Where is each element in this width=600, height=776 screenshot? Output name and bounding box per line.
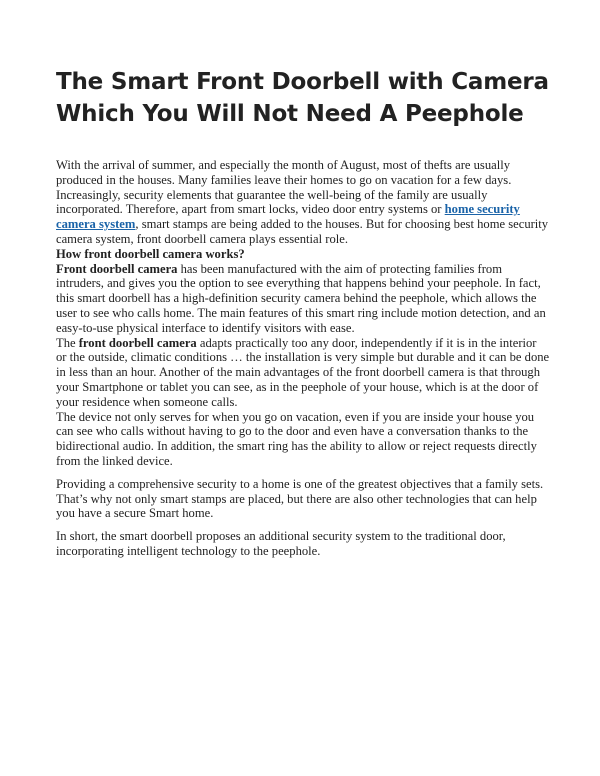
document-page (56, 66, 550, 559)
security-paragraph: Providing a comprehensive security to a home is one of the greatest objectives that a family sets. That’s why not only smart stamps are placed, but there are also other technologies that can help you have a secure Smart home. (56, 476, 544, 521)
p3-lead: The (56, 335, 79, 350)
article-body (56, 158, 550, 559)
home-security-camera-system-link[interactable]: home security camera system (56, 202, 520, 232)
intro-text-end: , smart stamps are being added to the houses. But for choosing best home security camera system, front doorbell camera plays essential role. (56, 217, 549, 246)
intro-text-start: With the arrival of summer, and especially the month of August, most of thefts are usually produced in the houses. Many families leave their homes to go on vacation for a few days. Increasingly, security elements that guarantee the well-being of the family are usually incorporated. Therefore, apart from smart locks, video door entry systems or (56, 158, 512, 217)
p3-text: adapts practically too any door, independently if it is in the interior or the outside, climatic conditions … the installation is very simple but durable and it can be done in less than an hour. Another of the main advantages of the front doorbell camera is that through your Smartphone or tablet you can see, as in the peephole of your house, which is at the door of your residence when someone calls. (56, 335, 550, 409)
conclusion-paragraph: In short, the smart doorbell proposes an additional security system to the traditional door, incorporating intelligent technology to the peephole. (56, 529, 506, 558)
p2-text: has been manufactured with the aim of protecting families from intruders, and gives you the option to see everything that happens behind your peephole. In fact, this smart doorbell has a high-definition security camera behind the peephole, which allows the user to see who calls home. The main features of this smart ring include motion detection, and an easy-to-use physical interface to identify visitors with ease. (56, 261, 546, 335)
p3-bold-term: front doorbell camera (78, 335, 197, 350)
article-title: The Smart Front Doorbell with Camera Which You Will Not Need A Peephole (56, 69, 549, 127)
how-it-works-paragraph (56, 262, 550, 336)
section-subheading (56, 247, 550, 262)
intro-paragraph (56, 158, 550, 247)
p2-bold-term: Front doorbell camera (56, 261, 178, 276)
device-paragraph: The device not only serves for when you go on vacation, even if you are inside your house you can see who calls without having to go to the door and even have a conversation thanks to the bidirectional audio. In addition, the smart ring has the ability to allow or reject requests directly from the linked device. (56, 409, 537, 468)
installation-paragraph (56, 336, 550, 410)
subheading-text: How front doorbell camera works? (56, 246, 245, 261)
